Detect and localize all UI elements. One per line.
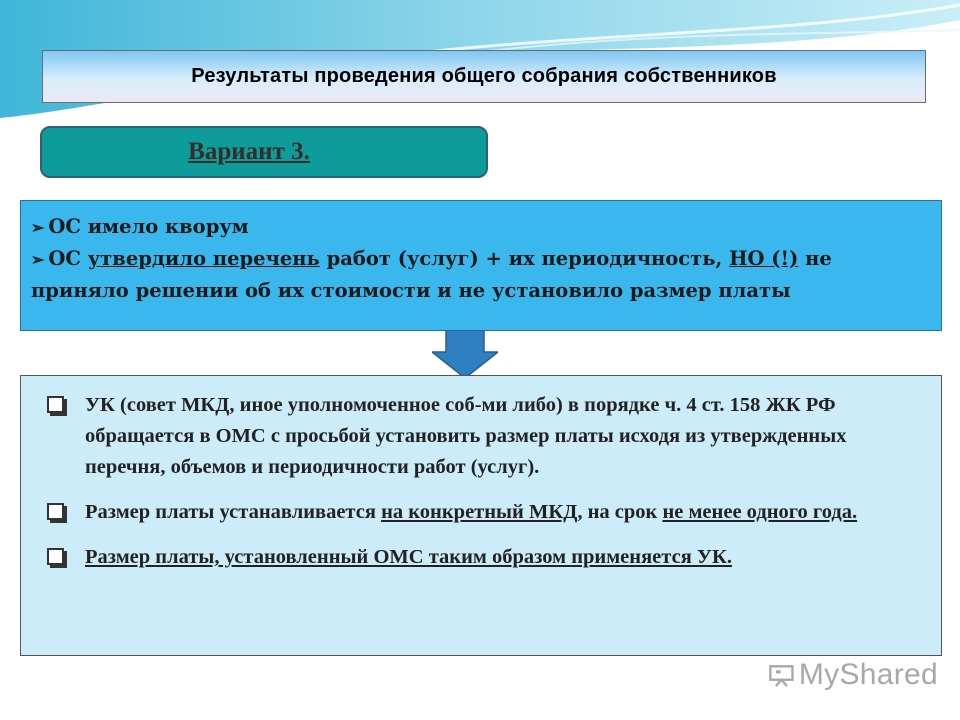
square-bullet-icon xyxy=(47,548,64,565)
arrow-bullet-icon: ➢ xyxy=(31,250,45,269)
action-item: Размер платы, установленный ОМС таким образом применяется УК. xyxy=(47,542,927,573)
underlined-text: утвердило перечень xyxy=(87,247,320,270)
underlined-text: не менее одного года. xyxy=(662,501,858,523)
action-item: Размер платы устанавливается на конкретный МКД, на срок не менее одного года. xyxy=(47,497,927,528)
watermark-text: MyShared xyxy=(798,658,938,691)
condition-item: ➢ ОС имело кворум xyxy=(31,215,249,238)
square-bullet-icon xyxy=(47,396,64,413)
conditions-box xyxy=(20,200,942,331)
title-bar xyxy=(42,50,926,103)
actions-box xyxy=(20,375,942,656)
page-title: Результаты проведения общего собрания собственников xyxy=(191,65,777,87)
square-bullet-icon xyxy=(47,503,64,520)
presentation-board-icon xyxy=(768,661,795,689)
arrow-bullet-icon: ➢ xyxy=(31,218,45,237)
emphasis-text: НО (!) xyxy=(729,247,799,270)
watermark xyxy=(768,655,938,695)
variant-label: Вариант 3. xyxy=(188,138,310,165)
variant-badge xyxy=(40,126,488,178)
underlined-text: на конкретный МКД xyxy=(381,501,578,523)
down-arrow-icon xyxy=(432,330,498,378)
condition-item: ➢ ОС утвердило перечень работ (услуг) + их периодичность, НО (!) не приняло решении об их стоимости и не установило размер платы xyxy=(31,247,832,302)
action-item: УК (совет МКД, иное уполномоченное соб-ми либо) в порядке ч. 4 ст. 158 ЖК РФ обращается в ОМС с просьбой установить размер платы исходя из утвержденных перечня, объемов и периодичности работ (услуг). xyxy=(47,390,927,483)
